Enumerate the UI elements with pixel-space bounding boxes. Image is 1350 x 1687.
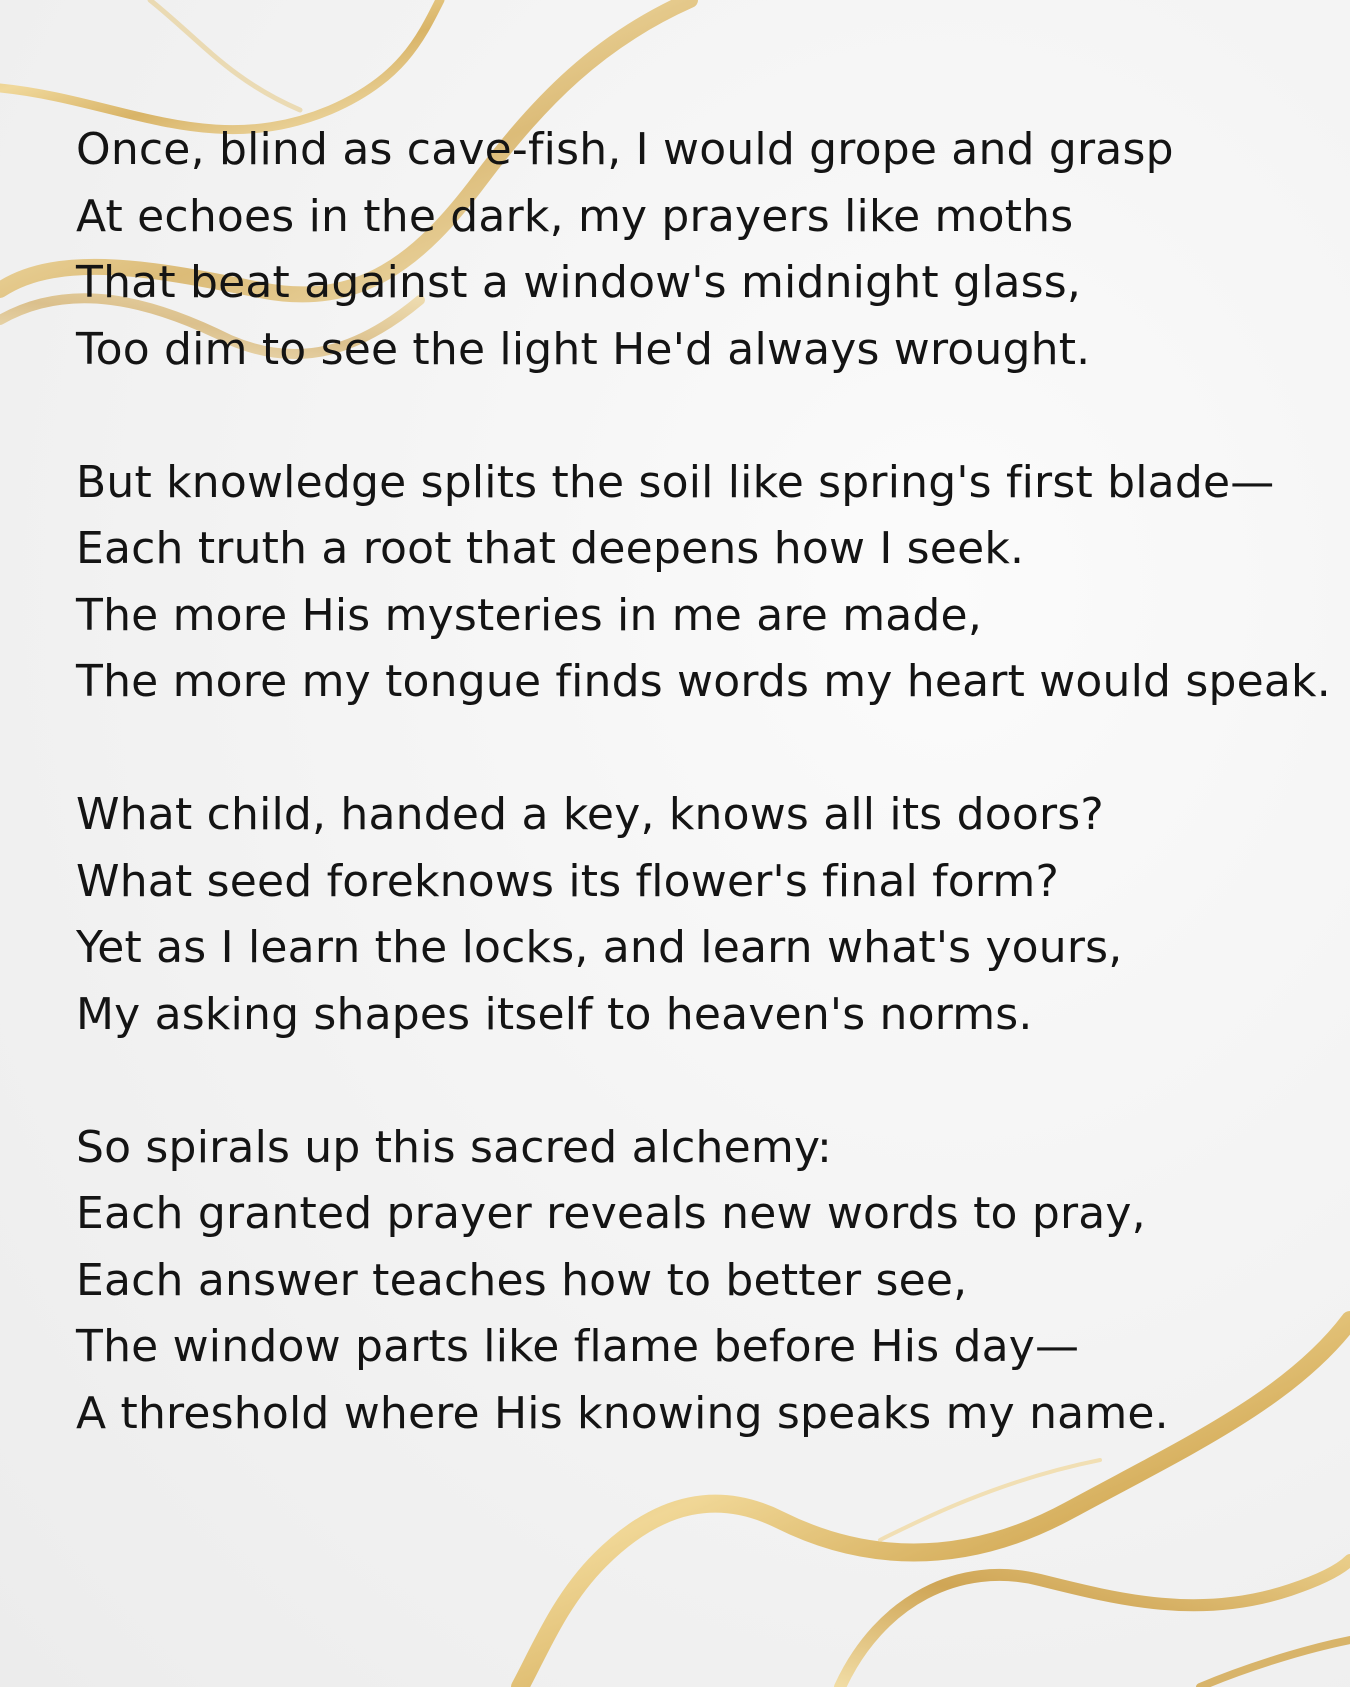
poem-line: My asking shapes itself to heaven's norms. — [76, 988, 1033, 1040]
ribbon-bottom-right-3 — [1200, 1640, 1350, 1687]
poem-line: But knowledge splits the soil like spring's first blade— — [76, 456, 1275, 508]
poem-line: What seed foreknows its flower's final form? — [76, 855, 1060, 907]
poem-text — [76, 117, 1336, 1447]
poem-line: The more my tongue finds words my heart would speak. — [76, 656, 1331, 707]
poem-line: A threshold where His knowing speaks my name. — [76, 1387, 1169, 1439]
poem-line: Each answer teaches how to better see, — [76, 1254, 968, 1306]
ribbon-bottom-right-4 — [880, 1460, 1100, 1540]
poem-line: That beat against a window's midnight glass, — [76, 257, 1082, 308]
poem-line: At echoes in the dark, my prayers like moths — [76, 190, 1074, 242]
ribbon-top-left-4 — [150, 0, 300, 110]
poem-line: What child, handed a key, knows all its doors? — [76, 789, 1104, 840]
poem-line: Once, blind as cave-fish, I would grope and grasp — [76, 124, 1174, 175]
stanza-3 — [76, 782, 1336, 1048]
stanza-4 — [76, 1115, 1336, 1448]
stanza-1 — [76, 117, 1336, 383]
poem-line: Too dim to see the light He'd always wrought. — [76, 323, 1091, 375]
poem-line: The more His mysteries in me are made, — [76, 589, 983, 641]
poem-line: Each granted prayer reveals new words to pray, — [76, 1188, 1146, 1239]
poem-line: So spirals up this sacred alchemy: — [76, 1121, 833, 1173]
poem-line: Yet as I learn the locks, and learn what's yours, — [76, 922, 1123, 973]
stanza-2 — [76, 450, 1336, 716]
poem-line: Each truth a root that deepens how I seek. — [76, 523, 1025, 574]
ribbon-top-left-1 — [0, 0, 440, 130]
ribbon-bottom-right-2 — [840, 1560, 1350, 1687]
poem-line: The window parts like flame before His day— — [76, 1321, 1080, 1372]
